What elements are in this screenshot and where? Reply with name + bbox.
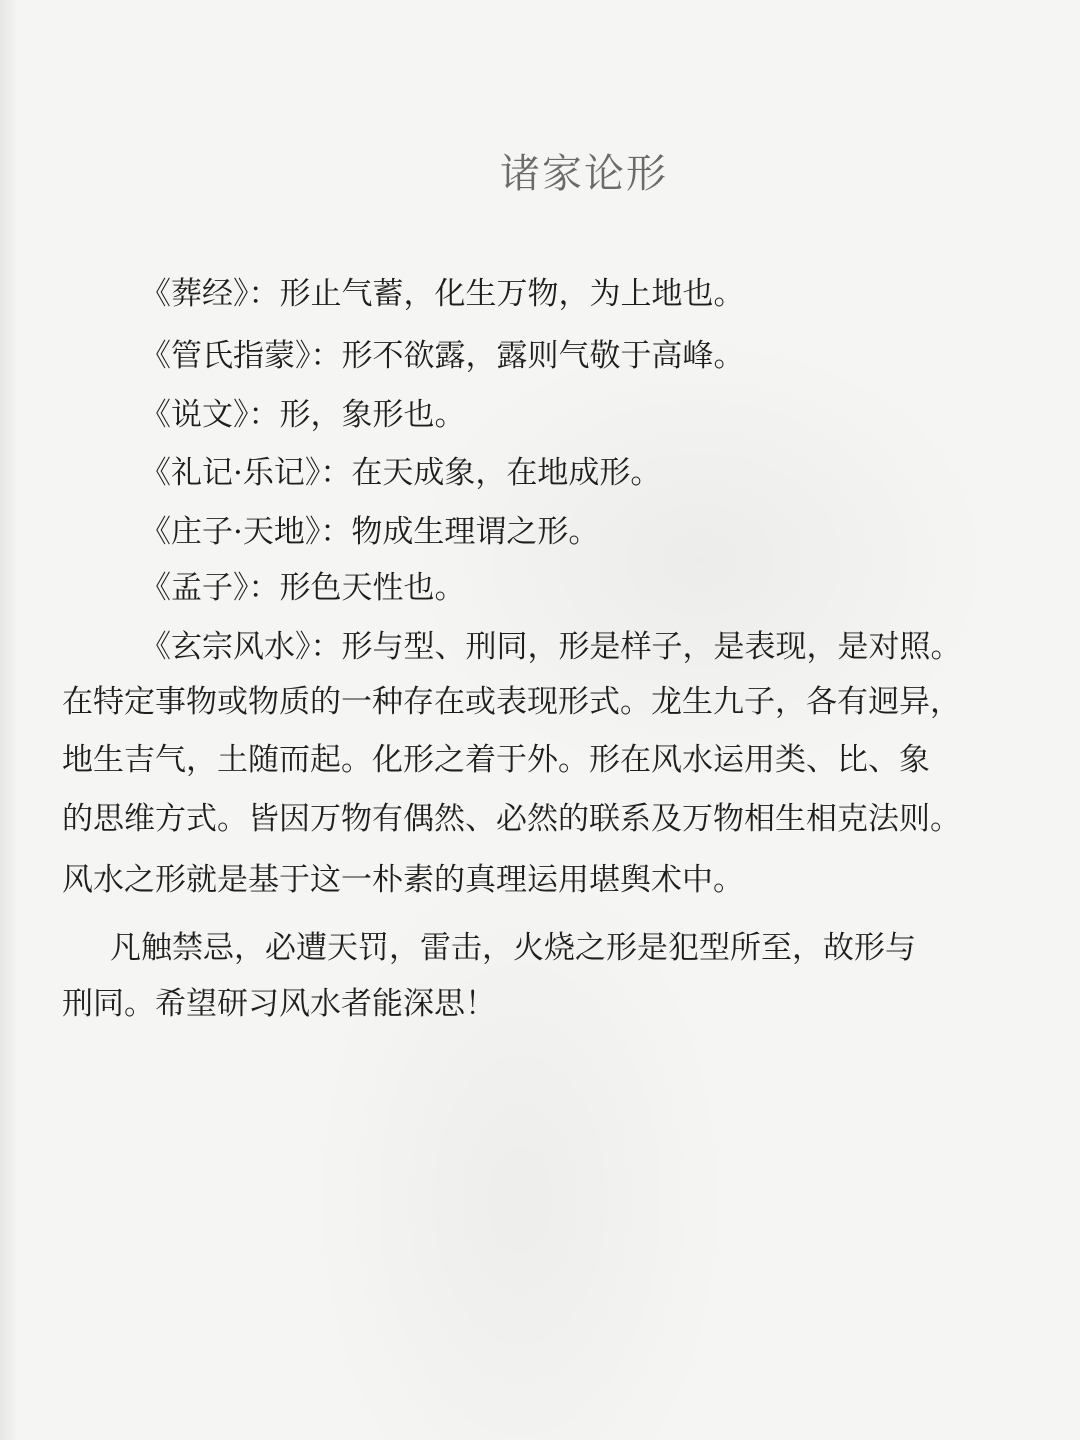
paragraph-line: 在特定事物或物质的一种存在或表现形式。龙生九子，各有迥异， [62,684,961,720]
paragraph-line: 刑同。希望研习风水者能深思！ [62,986,496,1022]
quote-source: 《说文》 [140,397,249,433]
quote-text: 形与型、刑同，形是样子，是表现，是对照。 [341,629,962,665]
quote-line [140,396,466,434]
quote-separator: ： [310,338,342,374]
quote-source: 《玄宗风水》 [140,629,311,665]
quote-separator: ： [248,276,280,312]
quote-text: 在天成象，在地成形。 [351,455,662,491]
quote-line [140,513,599,551]
page-title: 诸家论形 [500,151,668,197]
quote-source: 《礼记·乐记》 [140,455,321,491]
quote-source: 《孟子》 [140,570,249,606]
quote-separator: ： [320,514,352,550]
quote-source: 《管氏指蒙》 [140,338,311,374]
quote-line [140,569,466,607]
paragraph-line: 的思维方式。皆因万物有偶然、必然的联系及万物相生相克法则。 [62,801,961,837]
quote-text: 形，象形也。 [279,397,466,433]
quote-text: 形不欲露，露则气敬于高峰。 [341,338,745,374]
quote-text: 物成生理谓之形。 [351,514,600,550]
paragraph-line: 凡触禁忌，必遭天罚，雷击，火烧之形是犯型所至，故形与 [110,930,916,966]
quote-text: 形色天性也。 [279,570,466,606]
quote-line [140,454,661,492]
quote-separator: ： [248,570,280,606]
quote-source: 《葬经》 [140,276,249,312]
quote-text: 形止气蓄，化生万物，为上地也。 [279,276,745,312]
paragraph-line: 地生吉气，土随而起。化形之着于外。形在风水运用类、比、象 [62,742,930,778]
quote-line [140,337,745,375]
paragraph-line: 风水之形就是基于这一朴素的真理运用堪舆术中。 [62,862,744,898]
quote-source: 《庄子·天地》 [140,514,321,550]
quote-separator: ： [320,455,352,491]
quote-separator: ： [310,629,342,665]
quote-line [140,628,962,666]
quote-line [140,275,745,313]
quote-separator: ： [248,397,280,433]
